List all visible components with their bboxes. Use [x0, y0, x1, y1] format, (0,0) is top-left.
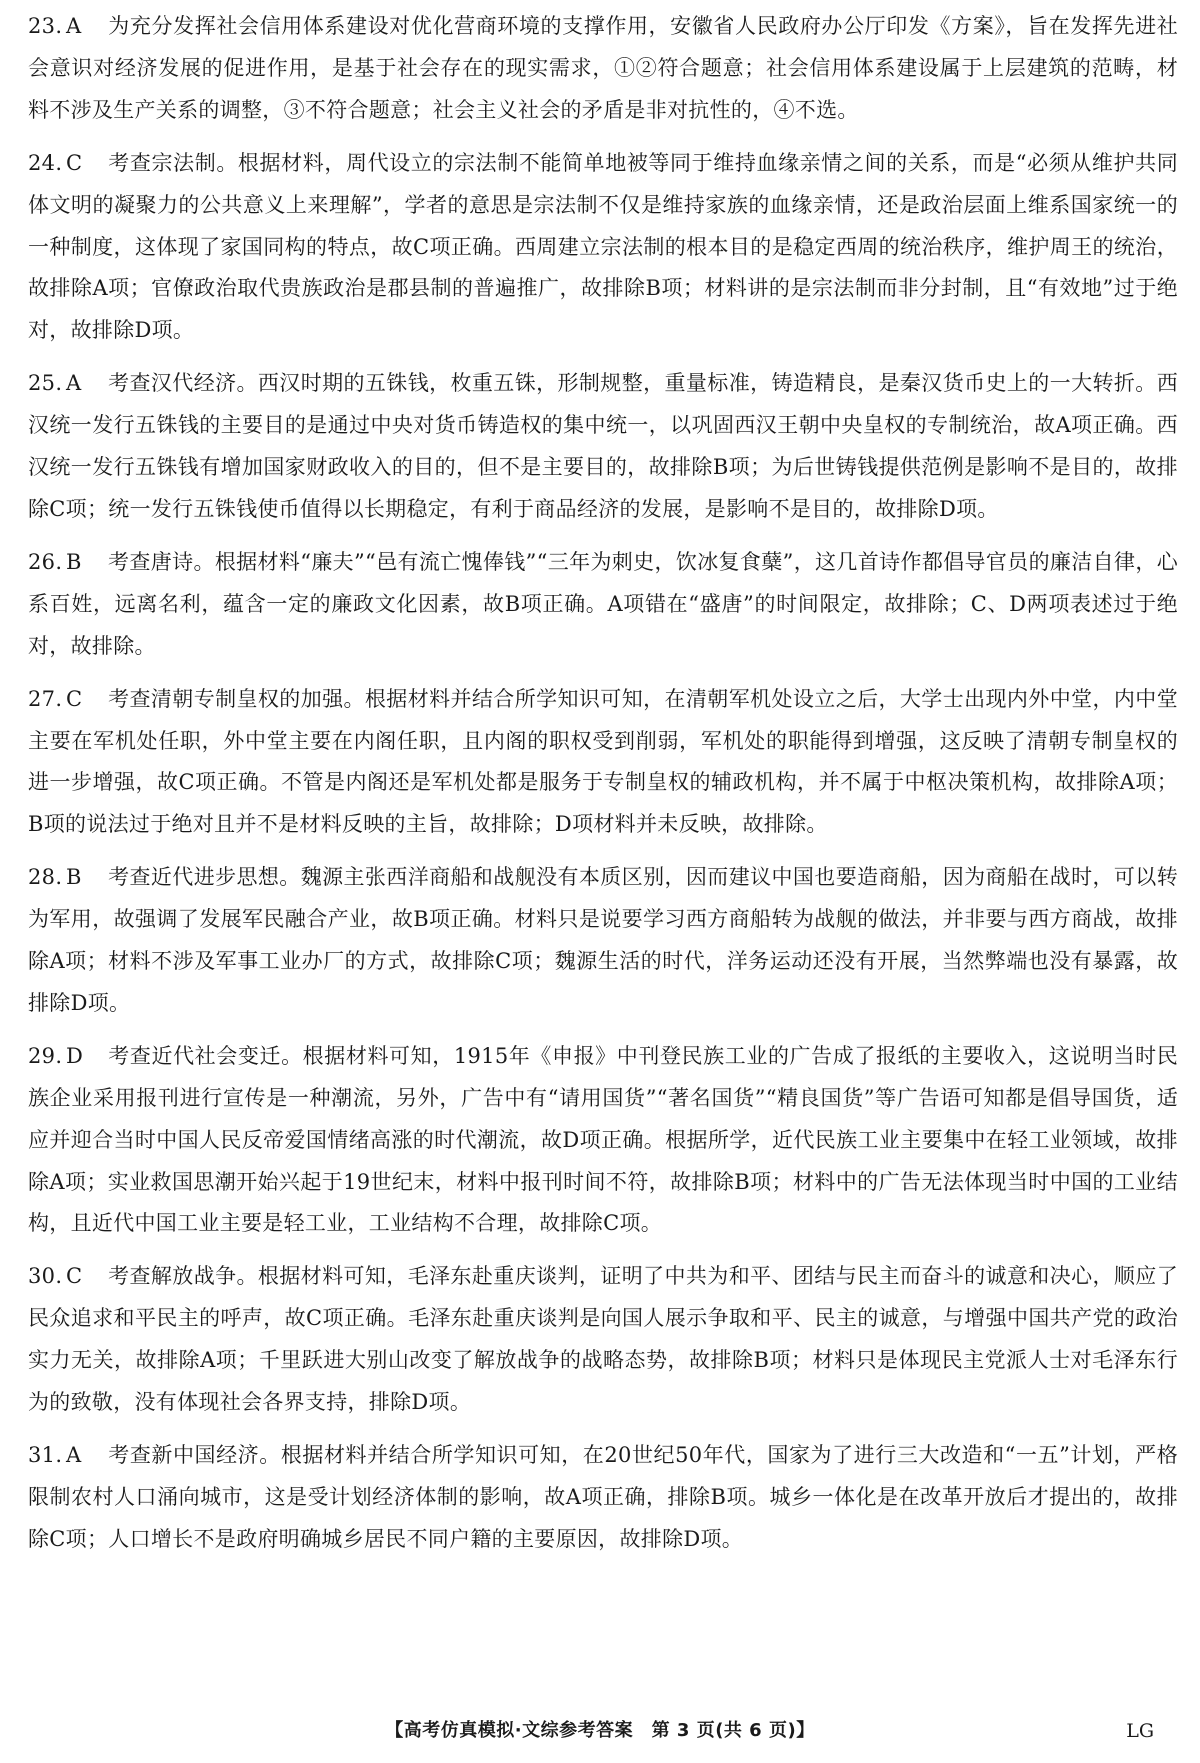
- question-number: 23.: [28, 14, 63, 38]
- answer-explanation: 考查清朝专制皇权的加强。根据材料并结合所学知识可知，在清朝军机处设立之后，大学士出现内外中堂，内中堂主要在军机处任职，外中堂主要在内阁任职，且内阁的职权受到削弱，军机处的职能得到增强，这反映了清朝专制皇权的进一步增强，故C项正确。不管是内阁还是军机处都是服务于专制皇权的辅政机构，并不属于中枢决策机构，故排除A项；B项的说法过于绝对且并不是材料反映的主旨，故排除；D项材料并未反映，故排除。: [28, 686, 1178, 837]
- answer-key: B: [66, 549, 82, 574]
- question-number: 31.: [28, 1443, 63, 1467]
- question-number: 24.: [28, 150, 63, 175]
- answer-explanation: 考查宗法制。根据材料，周代设立的宗法制不能简单地被等同于维持血缘亲情之间的关系，而是“必须从维护共同体文明的凝聚力的公共意义上来理解”，学者的意思是宗法制不仅是维持家族的血缘亲情，还是政治层面上维系国家统一的一种制度，这体现了家国同构的特点，故C项正确。西周建立宗法制的根本目的是稳定西周的统治秩序，维护周王的统治，故排除A项；官僚政治取代贵族政治是郡县制的普遍推广，故排除B项；材料讲的是宗法制而非分封制，且“有效地”过于绝对，故排除D项。: [28, 150, 1178, 343]
- answer-key: A: [66, 14, 82, 38]
- answer-key: D: [66, 1043, 84, 1068]
- answer-explanation: 考查汉代经济。西汉时期的五铢钱，枚重五铢，形制规整，重量标准，铸造精良，是秦汉货币史上的一大转折。西汉统一发行五铢钱的主要目的是通过中央对货币铸造权的集中统一，以巩固西汉王朝中央皇权的专制统治，故A项正确。西汉统一发行五铢钱有增加国家财政收入的目的，但不是主要目的，故排除B项；为后世铸钱提供范例是影响不是目的，故排除C项；统一发行五铢钱使币值得以长期稳定，有利于商品经济的发展，是影响不是目的，故排除D项。: [28, 371, 1178, 521]
- answer-key: C: [66, 1264, 83, 1289]
- answer-explanation: 考查新中国经济。根据材料并结合所学知识可知，在20世纪50年代，国家为了进行三大改造和“一五”计划，严格限制农村人口涌向城市，这是受计划经济体制的影响，故A项正确，排除B项。城乡一体化是在改革开放后才提出的，故排除C项；人口增长不是政府明确城乡居民不同户籍的主要原因，故排除D项。: [28, 1443, 1178, 1551]
- answer-key: B: [66, 865, 82, 890]
- answer-item: [28, 542, 1178, 668]
- question-number: 28.: [28, 865, 63, 890]
- footer-code: LG: [1126, 1720, 1154, 1742]
- answer-key: A: [66, 371, 82, 396]
- answer-item: [28, 363, 1178, 531]
- answer-key: A: [66, 1443, 82, 1467]
- answer-list: [28, 6, 1178, 1572]
- page-footer: [0, 1716, 1200, 1746]
- answer-item: [28, 1435, 1178, 1561]
- answer-explanation: 考查唐诗。根据材料“廉夫”“邑有流亡愧俸钱”“三年为刺史，饮冰复食蘖”，这几首诗作都倡导官员的廉洁自律，心系百姓，远离名利，蕴含一定的廉政文化因素，故B项正确。A项错在“盛唐”的时间限定，故排除；C、D两项表述过于绝对，故排除。: [28, 549, 1178, 658]
- answer-item: [28, 6, 1178, 132]
- answer-explanation: 考查解放战争。根据材料可知，毛泽东赴重庆谈判，证明了中共为和平、团结与民主而奋斗的诚意和决心，顺应了民众追求和平民主的呼声，故C项正确。毛泽东赴重庆谈判是向国人展示争取和平、民主的诚意，与增强中国共产党的政治实力无关，故排除A项；千里跃进大别山改变了解放战争的战略态势，故排除B项；材料只是体现民主党派人士对毛泽东行为的致敬，没有体现社会各界支持，排除D项。: [28, 1264, 1178, 1415]
- answer-item: [28, 1256, 1178, 1424]
- answer-item: [28, 143, 1178, 353]
- question-number: 25.: [28, 371, 63, 396]
- question-number: 30.: [28, 1264, 63, 1289]
- answer-explanation: 为充分发挥社会信用体系建设对优化营商环境的支撑作用，安徽省人民政府办公厅印发《方案》，旨在发挥先进社会意识对经济发展的促进作用，是基于社会存在的现实需求，①②符合题意；社会信用体系建设属于上层建筑的范畴，材料不涉及生产关系的调整，③不符合题意；社会主义社会的矛盾是非对抗性的，④不选。: [28, 14, 1178, 122]
- answer-item: [28, 857, 1178, 1025]
- question-number: 27.: [28, 686, 63, 711]
- footer-title: 【高考仿真模拟·文综参考答案 第 3 页(共 6 页)】: [385, 1720, 815, 1741]
- answer-explanation: 考查近代进步思想。魏源主张西洋商船和战舰没有本质区别，因而建议中国也要造商船，因为商船在战时，可以转为军用，故强调了发展军民融合产业，故B项正确。材料只是说要学习西方商船转为战舰的做法，并非要与西方商战，故排除A项；材料不涉及军事工业办厂的方式，故排除C项；魏源生活的时代，洋务运动还没有开展，当然弊端也没有暴露，故排除D项。: [28, 865, 1178, 1015]
- answer-explanation: 考查近代社会变迁。根据材料可知，1915年《申报》中刊登民族工业的广告成了报纸的主要收入，这说明当时民族企业采用报刊进行宣传是一种潮流，另外，广告中有“请用国货”“著名国货”“精良国货”等广告语可知都是倡导国货，适应并迎合当时中国人民反帝爱国情绪高涨的时代潮流，故D项正确。根据所学，近代民族工业主要集中在轻工业领域，故排除A项；实业救国思潮开始兴起于19世纪末，材料中报刊时间不符，故排除B项；材料中的广告无法体现当时中国的工业结构，且近代中国工业主要是轻工业，工业结构不合理，故排除C项。: [28, 1043, 1178, 1236]
- answer-key: C: [66, 686, 83, 711]
- answer-key: C: [66, 150, 83, 175]
- question-number: 26.: [28, 549, 63, 574]
- answer-item: [28, 679, 1178, 847]
- answer-item: [28, 1036, 1178, 1246]
- question-number: 29.: [28, 1043, 63, 1068]
